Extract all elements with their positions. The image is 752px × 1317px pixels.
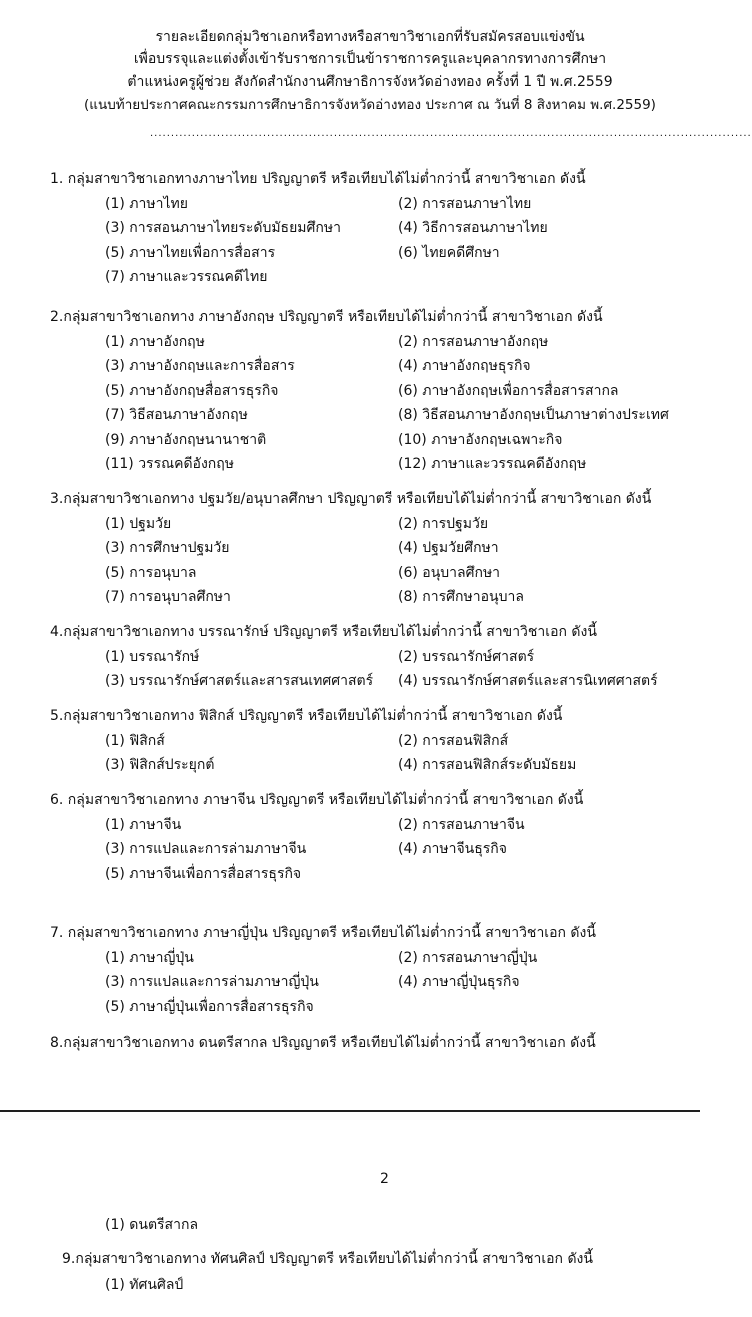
list-item: (3) การศึกษาปฐมวัย [105,540,230,556]
list-item: (6) อนุบาลศึกษา [398,565,501,581]
list-item: (8) การศึกษาอนุบาล [398,589,524,605]
header-line-4: (แนบท้ายประกาศคณะกรรมการศึกษาธิการจังหวัดอ่างทอง ประกาศ ณ วันที่ 8 สิงหาคม พ.ศ.2559) [84,97,656,113]
list-item: (4) ภาษาญี่ปุ่นธุรกิจ [398,974,520,990]
list-item: (2) บรรณารักษ์ศาสตร์ [398,649,535,665]
list-item: (11) วรรณคดีอังกฤษ [105,456,234,472]
section-3-title: 3.กลุ่มสาขาวิชาเอกทาง ปฐมวัย/อนุบาลศึกษา ปริญญาตรี หรือเทียบได้ไม่ต่ำกว่านี้ สาขาวิชาเอก ดังนี้ [50,491,652,507]
list-item: (7) การอนุบาลศึกษา [105,589,231,605]
list-item: (4) การสอนฟิสิกส์ระดับมัธยม [398,757,577,773]
page-number: 2 [380,1171,389,1187]
section-9-title: 9.กลุ่มสาขาวิชาเอกทาง ทัศนศิลป์ ปริญญาตรี หรือเทียบได้ไม่ต่ำกว่านี้ สาขาวิชาเอก ดังนี้ [62,1251,593,1267]
list-item: (1) บรรณารักษ์ [105,649,200,665]
list-item: (5) ภาษาไทยเพื่อการสื่อสาร [105,245,276,261]
list-item: (3) ภาษาอังกฤษและการสื่อสาร [105,358,295,374]
list-item: (9) ภาษาอังกฤษนานาชาติ [105,432,267,448]
section-2-title: 2.กลุ่มสาขาวิชาเอกทาง ภาษาอังกฤษ ปริญญาตรี หรือเทียบได้ไม่ต่ำกว่านี้ สาขาวิชาเอก ดังนี้ [50,309,603,325]
list-item: (1) ฟิสิกส์ [105,733,165,749]
list-item: (1) ทัศนศิลป์ [105,1277,184,1293]
list-item: (2) การปฐมวัย [398,516,489,532]
list-item: (6) ภาษาอังกฤษเพื่อการสื่อสารสากล [398,383,619,399]
section-6-title: 6. กลุ่มสาขาวิชาเอกทาง ภาษาจีน ปริญญาตรี หรือเทียบได้ไม่ต่ำกว่านี้ สาขาวิชาเอก ดังนี้ [50,792,584,808]
list-item: (3) การแปลและการล่ามภาษาญี่ปุ่น [105,974,319,990]
list-item: (5) ภาษาอังกฤษสื่อสารธุรกิจ [105,383,279,399]
list-item: (2) การสอนภาษาไทย [398,196,532,212]
list-item: (7) ภาษาและวรรณคดีไทย [105,269,268,285]
list-item: (7) วิธีสอนภาษาอังกฤษ [105,407,248,423]
list-item: (1) ดนตรีสากล [105,1217,199,1233]
list-item: (6) ไทยคดีศึกษา [398,245,500,261]
list-item: (4) ภาษาอังกฤษธุรกิจ [398,358,531,374]
document-page-2 [0,1120,700,1317]
list-item: (2) การสอนภาษาญี่ปุ่น [398,950,538,966]
section-1-title: 1. กลุ่มสาขาวิชาเอกทางภาษาไทย ปริญญาตรี หรือเทียบได้ไม่ต่ำกว่านี้ สาขาวิชาเอก ดังนี้ [50,171,586,187]
dotted-separator: ................................................................................................................................................ [150,128,752,139]
list-item: (3) ฟิสิกส์ประยุกต์ [105,757,215,773]
header-line-3: ตำแหน่งครูผู้ช่วย สังกัดสำนักงานศึกษาธิการจังหวัดอ่างทอง ครั้งที่ 1 ปี พ.ศ.2559 [127,74,613,90]
list-item: (3) บรรณารักษ์ศาสตร์และสารสนเทศศาสตร์ [105,673,374,689]
list-item: (4) วิธีการสอนภาษาไทย [398,220,548,236]
list-item: (3) การสอนภาษาไทยระดับมัธยมศึกษา [105,220,341,236]
list-item: (4) บรรณารักษ์ศาสตร์และสารนิเทศศาสตร์ [398,673,658,689]
list-item: (5) ภาษาจีนเพื่อการสื่อสารธุรกิจ [105,866,302,882]
list-item: (1) ภาษาอังกฤษ [105,334,205,350]
list-item: (1) ปฐมวัย [105,516,172,532]
list-item: (2) การสอนฟิสิกส์ [398,733,509,749]
list-item: (1) ภาษาญี่ปุ่น [105,950,194,966]
section-7-title: 7. กลุ่มสาขาวิชาเอกทาง ภาษาญี่ปุ่น ปริญญาตรี หรือเทียบได้ไม่ต่ำกว่านี้ สาขาวิชาเอก ดังนี้ [50,925,596,941]
list-item: (1) ภาษาจีน [105,817,182,833]
list-item: (2) การสอนภาษาอังกฤษ [398,334,549,350]
section-8-title: 8.กลุ่มสาขาวิชาเอกทาง ดนตรีสากล ปริญญาตรี หรือเทียบได้ไม่ต่ำกว่านี้ สาขาวิชาเอก ดังนี้ [50,1035,596,1051]
list-item: (5) การอนุบาล [105,565,197,581]
header-line-1: รายละเอียดกลุ่มวิชาเอกหรือทางหรือสาขาวิชาเอกที่รับสมัครสอบแข่งขัน [155,29,585,45]
list-item: (4) ปฐมวัยศึกษา [398,540,499,556]
header-line-2: เพื่อบรรจุและแต่งตั้งเข้ารับราชการเป็นข้าราชการครูและบุคลากรทางการศึกษา [133,51,607,67]
list-item: (3) การแปลและการล่ามภาษาจีน [105,841,307,857]
section-5-title: 5.กลุ่มสาขาวิชาเอกทาง ฟิสิกส์ ปริญญาตรี หรือเทียบได้ไม่ต่ำกว่านี้ สาขาวิชาเอก ดังนี้ [50,708,563,724]
list-item: (2) การสอนภาษาจีน [398,817,525,833]
list-item: (5) ภาษาญี่ปุ่นเพื่อการสื่อสารธุรกิจ [105,999,314,1015]
list-item: (12) ภาษาและวรรณคดีอังกฤษ [398,456,587,472]
list-item: (1) ภาษาไทย [105,196,188,212]
list-item: (10) ภาษาอังกฤษเฉพาะกิจ [398,432,563,448]
section-4-title: 4.กลุ่มสาขาวิชาเอกทาง บรรณารักษ์ ปริญญาตรี หรือเทียบได้ไม่ต่ำกว่านี้ สาขาวิชาเอก ดังนี้ [50,624,597,640]
list-item: (4) ภาษาจีนธุรกิจ [398,841,507,857]
list-item: (8) วิธีสอนภาษาอังกฤษเป็นภาษาต่างประเทศ [398,407,669,423]
